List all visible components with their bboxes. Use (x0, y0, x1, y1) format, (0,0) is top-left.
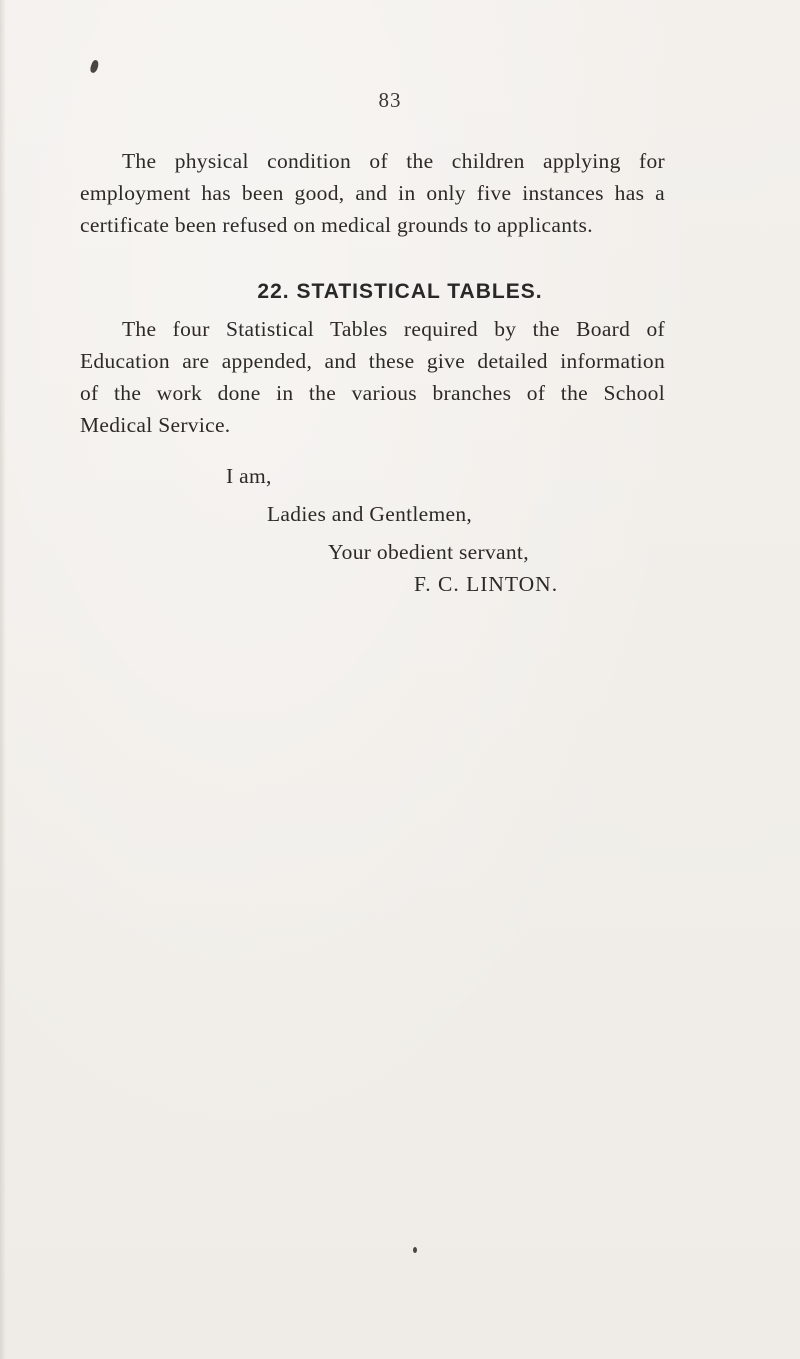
paragraph-statistical-tables (80, 313, 665, 441)
paragraph-line: of the work done in the various branches of the School (80, 381, 665, 405)
paragraph-line: The four Statistical Tables required by the Board of (122, 317, 665, 341)
ink-mark (413, 1247, 417, 1253)
closing-line: I am, (226, 464, 272, 488)
page-number: 83 (378, 88, 402, 112)
paragraph-line: Education are appended, and these give detailed information (80, 349, 665, 373)
valediction-line: Your obedient servant, (328, 540, 529, 564)
paragraph-line: Medical Service. (80, 413, 231, 437)
signature-name: F. C. LINTON. (414, 572, 559, 596)
paragraph-line: certificate been refused on medical grounds to applicants. (80, 213, 593, 237)
paragraph-employment-condition (80, 145, 665, 241)
page-edge-shadow (0, 0, 6, 1359)
salutation-line: Ladies and Gentlemen, (267, 502, 473, 526)
paragraph-line: The physical condition of the children applying for (122, 149, 665, 173)
ink-mark (89, 59, 100, 74)
paragraph-line: employment has been good, and in only five instances has a (80, 181, 665, 205)
section-heading: 22. STATISTICAL TABLES. (257, 280, 543, 303)
